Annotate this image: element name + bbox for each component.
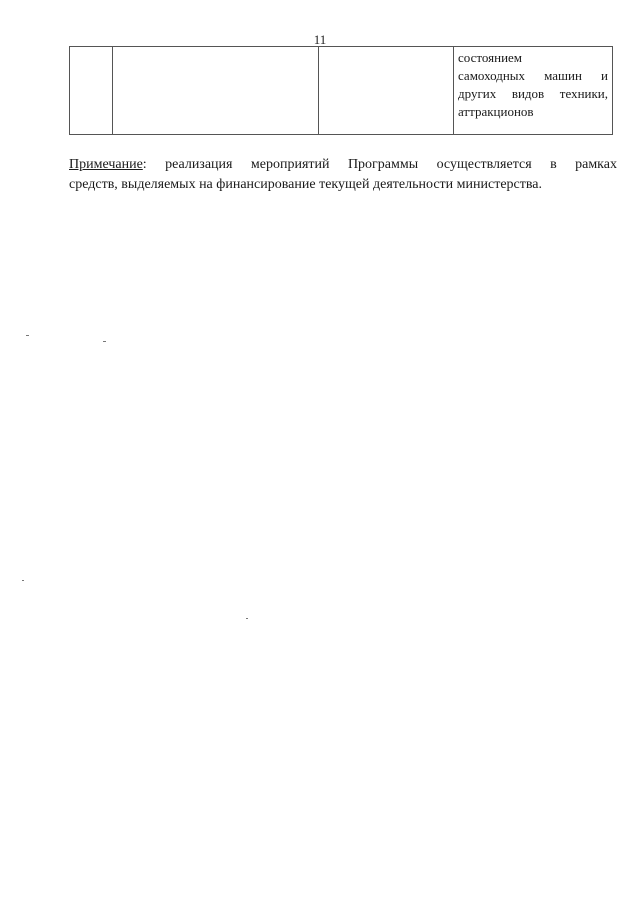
cell-line: аттракционов xyxy=(458,104,534,119)
table-column-divider xyxy=(318,47,319,134)
page-number: 11 xyxy=(313,32,327,47)
note-paragraph xyxy=(69,155,617,195)
scan-speck xyxy=(103,341,106,342)
table-cell-responsibility xyxy=(458,49,608,121)
scan-speck xyxy=(26,335,29,336)
cell-line: состоянием xyxy=(458,50,523,65)
table-column-divider xyxy=(112,47,113,134)
scan-speck xyxy=(22,580,24,581)
table-continuation xyxy=(69,46,613,135)
note-label: Примечание xyxy=(69,157,143,172)
cell-line: самоходных машин и xyxy=(458,68,608,83)
table-column-divider xyxy=(453,47,454,134)
note-line: Примечание: реализация мероприятий Программы осуществляется в рамках xyxy=(69,157,617,172)
note-text-line1: реализация мероприятий Программы осуществляется в рамках xyxy=(165,157,617,172)
scan-speck xyxy=(246,618,248,619)
note-text-line2: средств, выделяемых на финансирование текущей деятельности министерства. xyxy=(69,177,542,192)
cell-line: других видов техники, xyxy=(458,86,608,101)
